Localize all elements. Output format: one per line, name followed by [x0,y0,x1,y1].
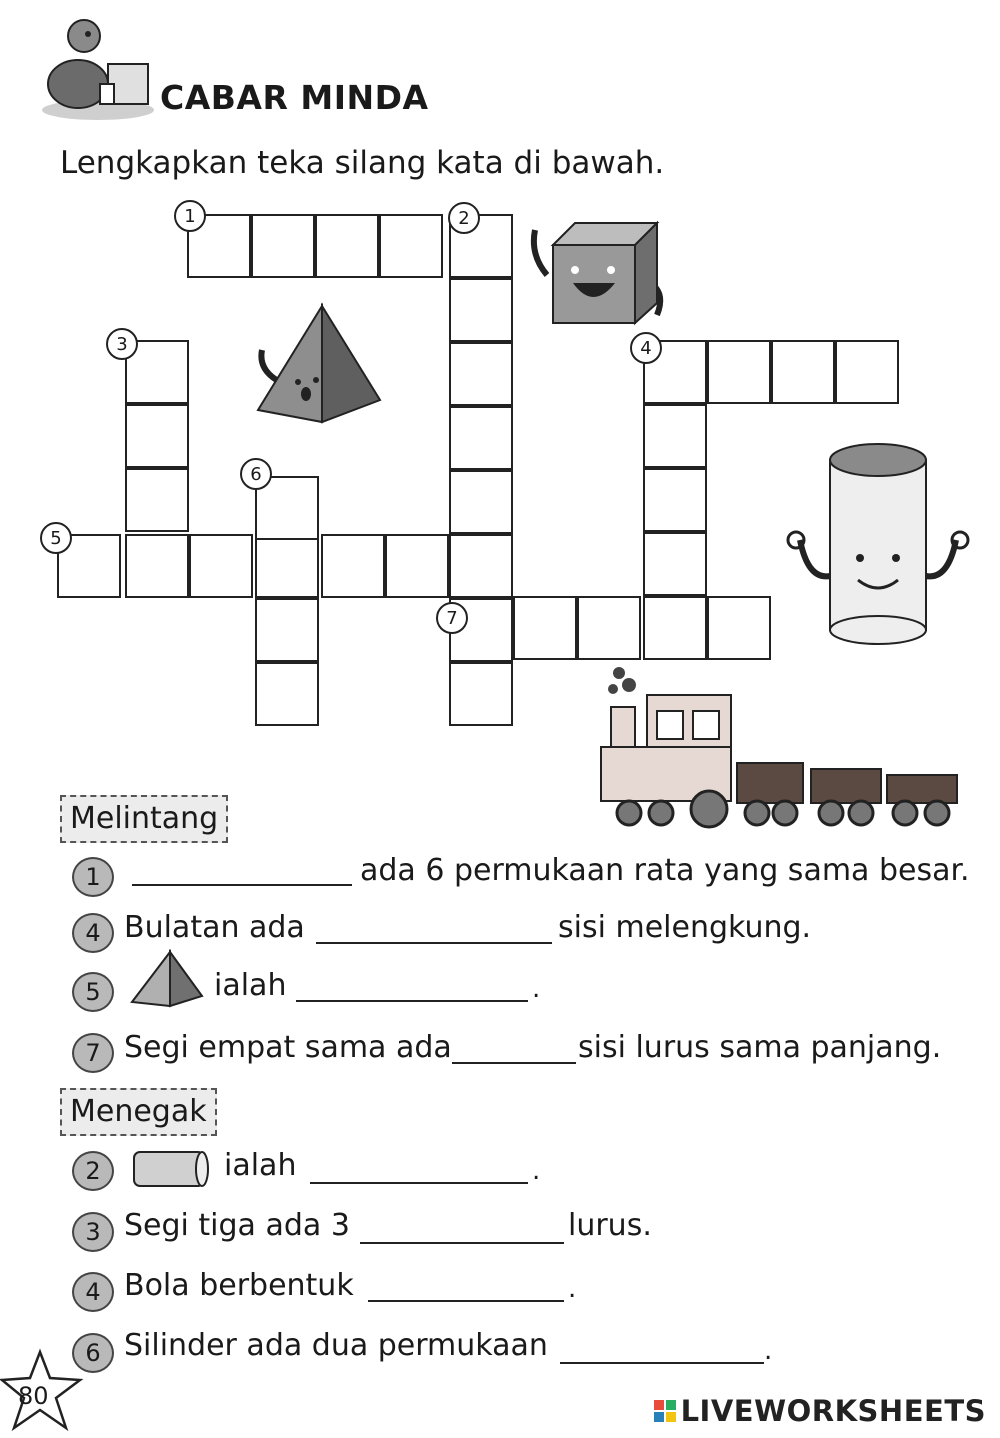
down-clue-number: 4 [72,1272,114,1312]
clue-text: ada 6 permukaan rata yang sama besar. [360,853,970,888]
clue-text: Segi tiga ada 3 [124,1208,350,1243]
crossword-cell-7a-2[interactable] [513,596,577,660]
crossword-cell-4d-2[interactable] [643,404,707,468]
crossword-cell-5a-6[interactable] [385,534,449,598]
across-clue-number: 4 [72,913,114,953]
crossword-cell-4a-4[interactable] [835,340,899,404]
down-clue-number: 3 [72,1212,114,1252]
crossword-cell-6d-4[interactable] [255,662,319,726]
crossword-cell-5a-5[interactable] [321,534,385,598]
answer-blank[interactable] [296,1000,528,1002]
answer-blank[interactable] [310,1182,528,1184]
crossword-cell-5a-4[interactable] [255,534,319,598]
crossword-cell-2d-6[interactable] [449,534,513,598]
crossword-number-7: 7 [436,602,468,634]
clue-period: . [764,1336,773,1366]
crossword-cell-4d-4[interactable] [643,532,707,596]
footer-brand: LIVEWORKSHEETS [680,1394,986,1428]
crossword-number-1: 1 [174,200,206,232]
answer-blank[interactable] [560,1362,764,1364]
clue-text: sisi lurus sama panjang. [578,1030,942,1065]
crossword-number-5: 5 [40,522,72,554]
liveworksheets-grid-icon [653,1399,677,1423]
crossword-number-4: 4 [630,332,662,364]
cylinder-icon [128,1148,212,1190]
clue-text: ialah [214,968,287,1003]
clue-text: Segi empat sama ada [124,1030,452,1065]
across-heading: Melintang [60,795,228,843]
clue-text: Silinder ada dua permukaan [124,1328,548,1363]
crossword-cell-3d-2[interactable] [125,404,189,468]
across-clue-number: 1 [72,857,114,897]
page-number: 80 [18,1382,49,1410]
crossword-cell-1a-3[interactable] [315,214,379,278]
crossword-cell-2d-2[interactable] [449,278,513,342]
crossword-cell-2d-8[interactable] [449,662,513,726]
crossword-cell-7a-3[interactable] [577,596,641,660]
down-heading: Menegak [60,1088,217,1136]
crossword-cell-4a-2[interactable] [707,340,771,404]
cylinder-character-icon [778,440,978,645]
crossword-cell-7a-5[interactable] [707,596,771,660]
crossword-cell-3d-3[interactable] [125,468,189,532]
clue-text: sisi melengkung. [558,910,812,945]
down-clue-number: 2 [72,1151,114,1191]
crossword-cell-2d-3[interactable] [449,342,513,406]
pyramid-character-icon [250,300,390,430]
clue-text: Bola berbentuk [124,1268,354,1303]
answer-blank[interactable] [452,1062,576,1064]
crossword-number-6: 6 [240,458,272,490]
page-title: CABAR MINDA [160,78,429,117]
crossword-cell-1a-4[interactable] [379,214,443,278]
cube-character-icon [525,215,675,330]
clue-period: . [532,974,541,1004]
crossword-cell-1a-2[interactable] [251,214,315,278]
crossword-cell-5a-2[interactable] [125,534,189,598]
crossword-cell-2d-5[interactable] [449,470,513,534]
pyramid-icon [128,948,206,1010]
clue-period: . [568,1274,577,1304]
instruction-text: Lengkapkan teka silang kata di bawah. [60,145,665,181]
answer-blank[interactable] [316,942,552,944]
liveworksheets-logo [653,1394,986,1428]
clue-text: Bulatan ada [124,910,305,945]
crossword-number-3: 3 [106,328,138,360]
crossword-cell-6d-3[interactable] [255,598,319,662]
clue-text: lurus. [568,1208,652,1243]
answer-blank[interactable] [132,884,352,886]
clue-text: ialah [224,1148,297,1183]
crossword-number-2: 2 [448,202,480,234]
clue-period: . [532,1156,541,1186]
crossword-cell-5a-3[interactable] [189,534,253,598]
crossword-cell-4a-3[interactable] [771,340,835,404]
train-illustration-icon [585,665,965,830]
across-clue-number: 5 [72,972,114,1012]
across-clue-number: 7 [72,1033,114,1073]
turtle-mascot-icon [38,14,158,124]
crossword-cell-2d-4[interactable] [449,406,513,470]
down-clue-number: 6 [72,1333,114,1373]
crossword-cell-4d-3[interactable] [643,468,707,532]
answer-blank[interactable] [360,1242,564,1244]
answer-blank[interactable] [368,1300,564,1302]
crossword-cell-7a-4[interactable] [643,596,707,660]
